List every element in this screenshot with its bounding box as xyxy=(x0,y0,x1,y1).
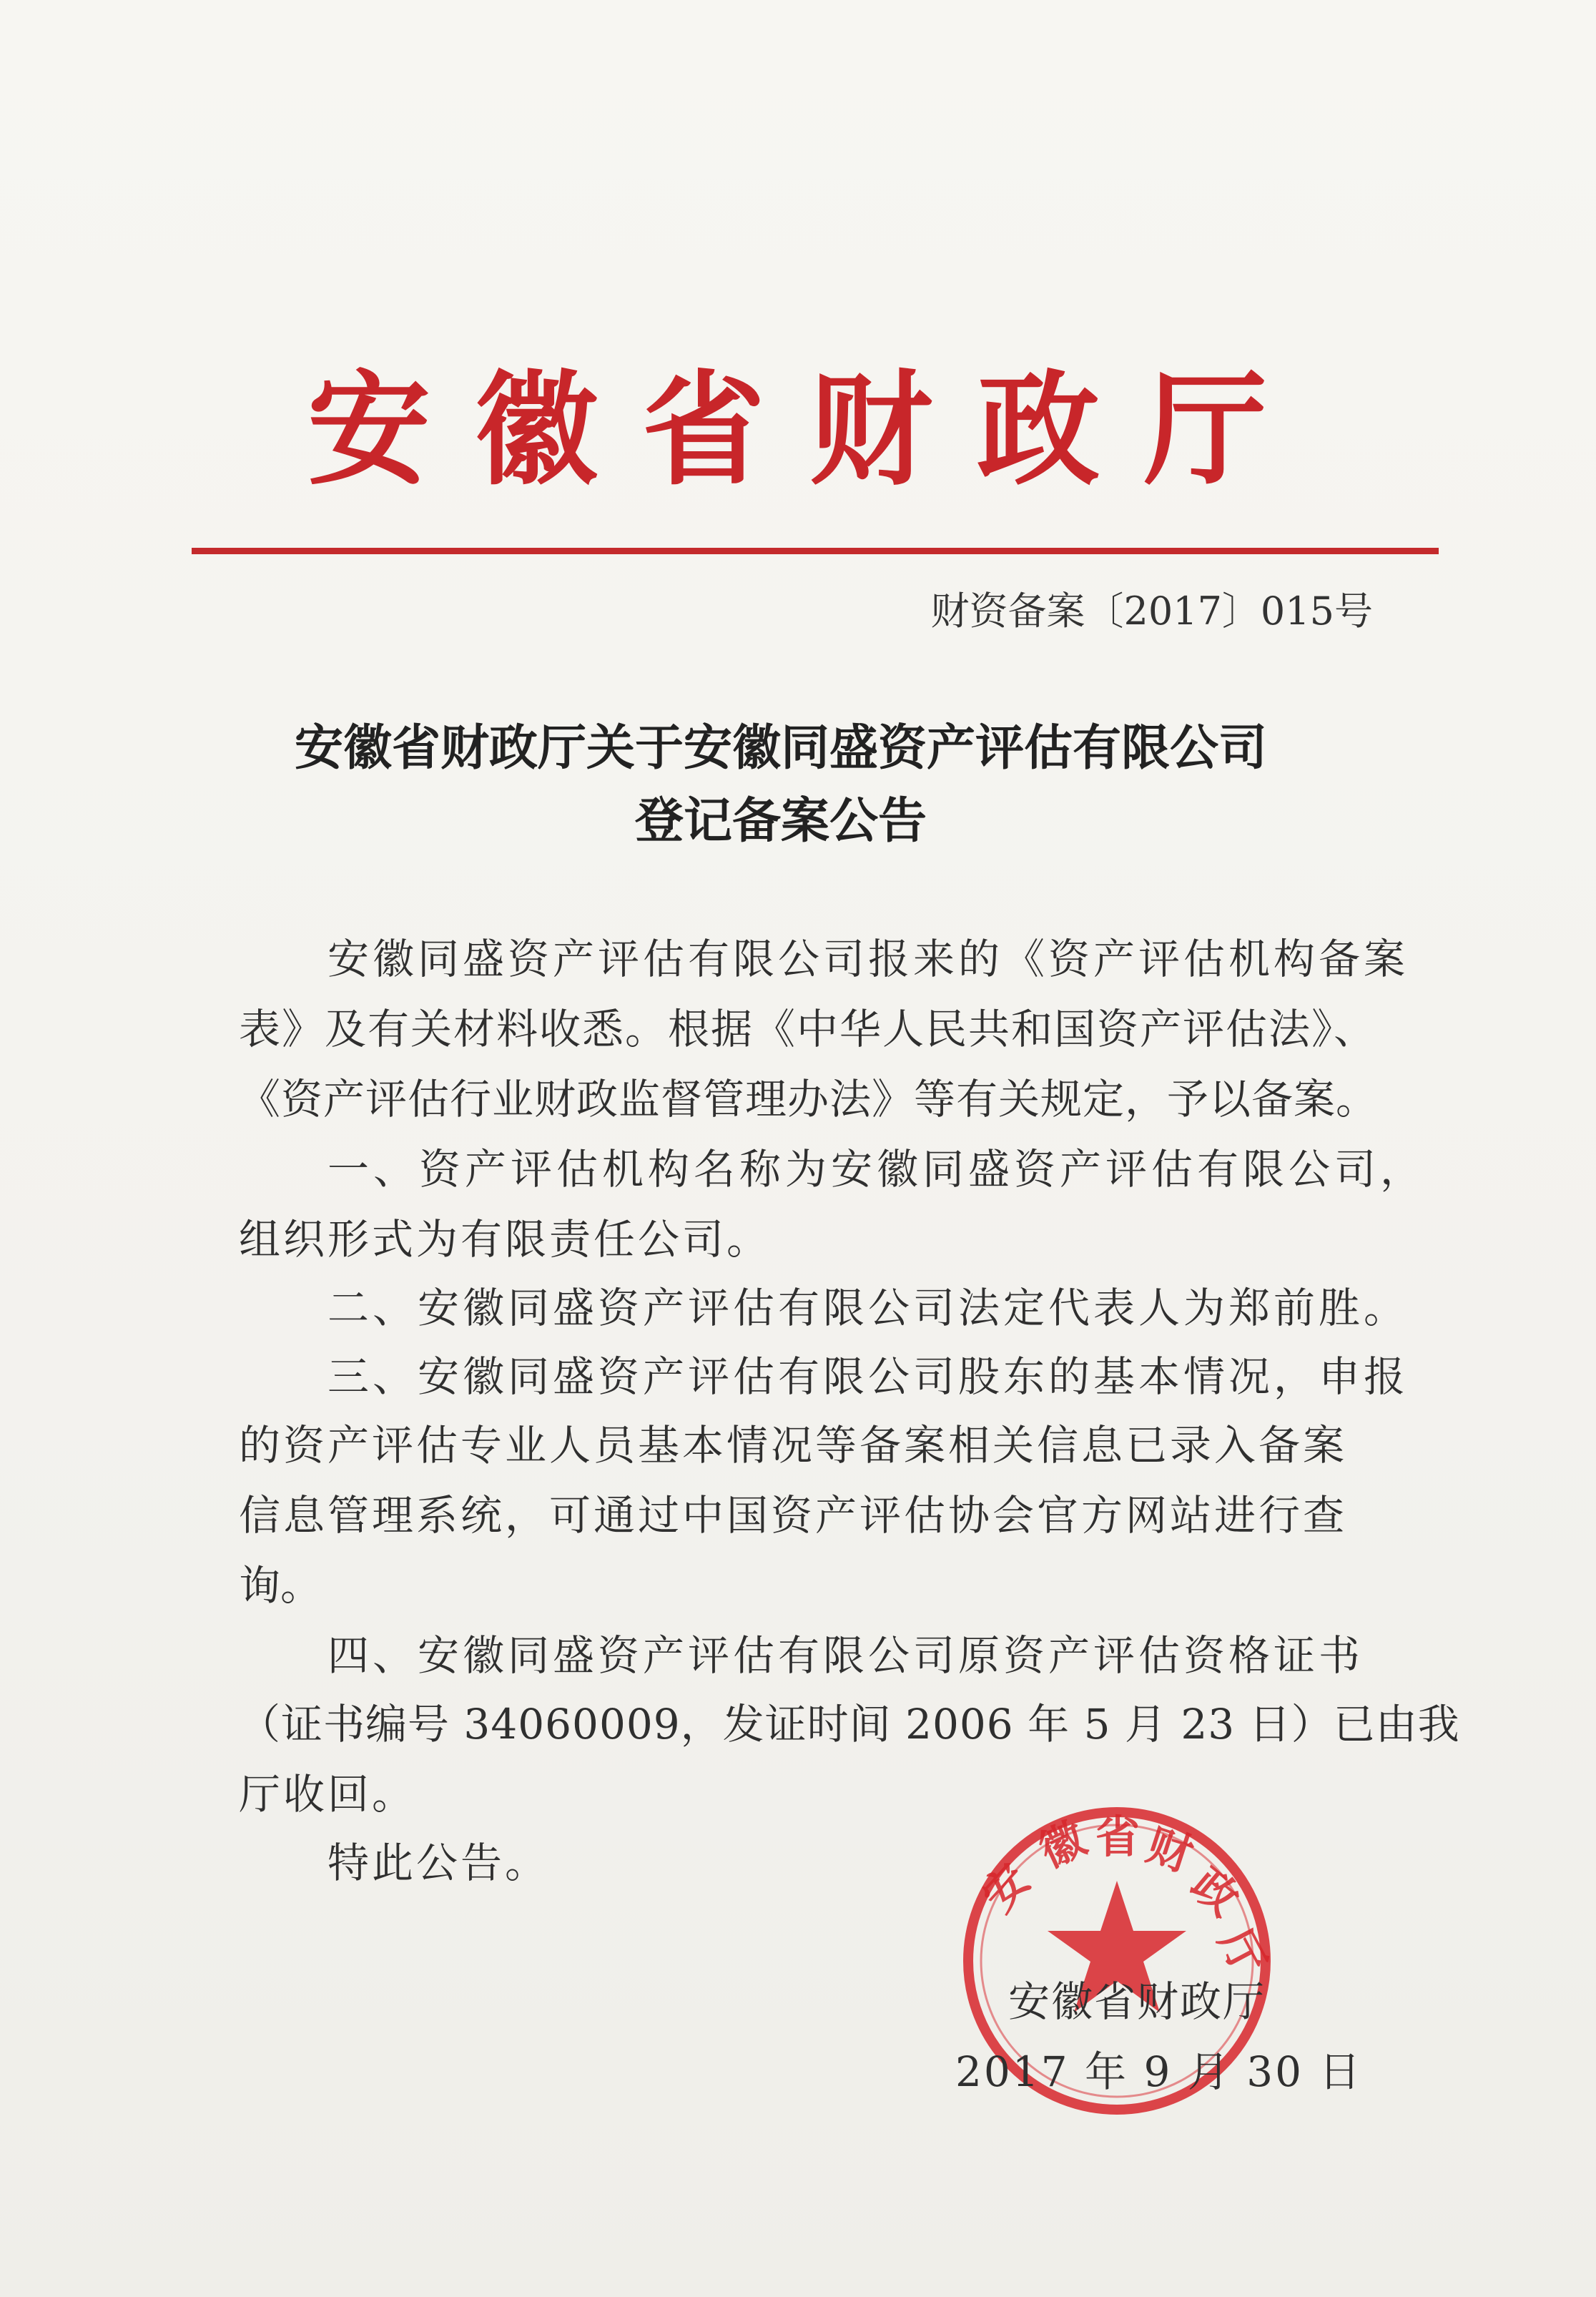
body-line: 厅收回。 xyxy=(239,1770,417,1819)
body-line: 信息管理系统，可通过中国资产评估协会官方网站进行查 xyxy=(239,1491,1348,1540)
body-line: 二、安徽同盛资产评估有限公司法定代表人为郑前胜。 xyxy=(327,1284,1409,1332)
body-line: 询。 xyxy=(239,1561,322,1610)
body-line: （证书编号 34060009，发证时间 2006 年 5 月 23 日）已由我 xyxy=(239,1700,1460,1748)
signature-org: 安徽省财政厅 xyxy=(1008,1977,1266,2026)
body-line: 表》及有关材料收悉。根据《中华人民共和国资产评估法》、 xyxy=(239,1005,1377,1053)
body-line: 四、安徽同盛资产评估有限公司原资产评估资格证书 xyxy=(327,1631,1364,1680)
signature-date: 2017 年 9 月 30 日 xyxy=(955,2047,1363,2096)
red-divider-rule xyxy=(192,548,1439,554)
body-line: 的资产评估专业人员基本情况等备案相关信息已录入备案 xyxy=(239,1421,1348,1470)
body-line: 三、安徽同盛资产评估有限公司股东的基本情况，申报 xyxy=(327,1352,1409,1401)
svg-text:厅: 厅 xyxy=(1208,1919,1276,1984)
svg-text:安: 安 xyxy=(971,1854,1040,1922)
notice-title-line-1: 安徽省财政厅关于安徽同盛资产评估有限公司 xyxy=(294,719,1267,777)
org-header-title: 安徽省财政厅 xyxy=(307,357,1311,502)
body-line: 组织形式为有限责任公司。 xyxy=(239,1215,772,1264)
body-line: 一、资产评估机构名称为安徽同盛资产评估有限公司， xyxy=(327,1145,1427,1194)
body-line: 《资产评估行业财政监督管理办法》等有关规定，予以备案。 xyxy=(239,1075,1379,1123)
svg-text:省: 省 xyxy=(1095,1811,1141,1863)
notice-title-line-2: 登记备案公告 xyxy=(634,792,927,850)
svg-text:徽: 徽 xyxy=(1031,1811,1094,1878)
document-number: 财资备案〔2017〕015号 xyxy=(930,589,1373,634)
svg-text:财: 财 xyxy=(1141,1818,1199,1882)
body-line: 安徽同盛资产评估有限公司报来的《资产评估机构备案 xyxy=(327,935,1409,983)
svg-text:政: 政 xyxy=(1181,1857,1249,1927)
closing-line: 特此公告。 xyxy=(327,1839,550,1887)
